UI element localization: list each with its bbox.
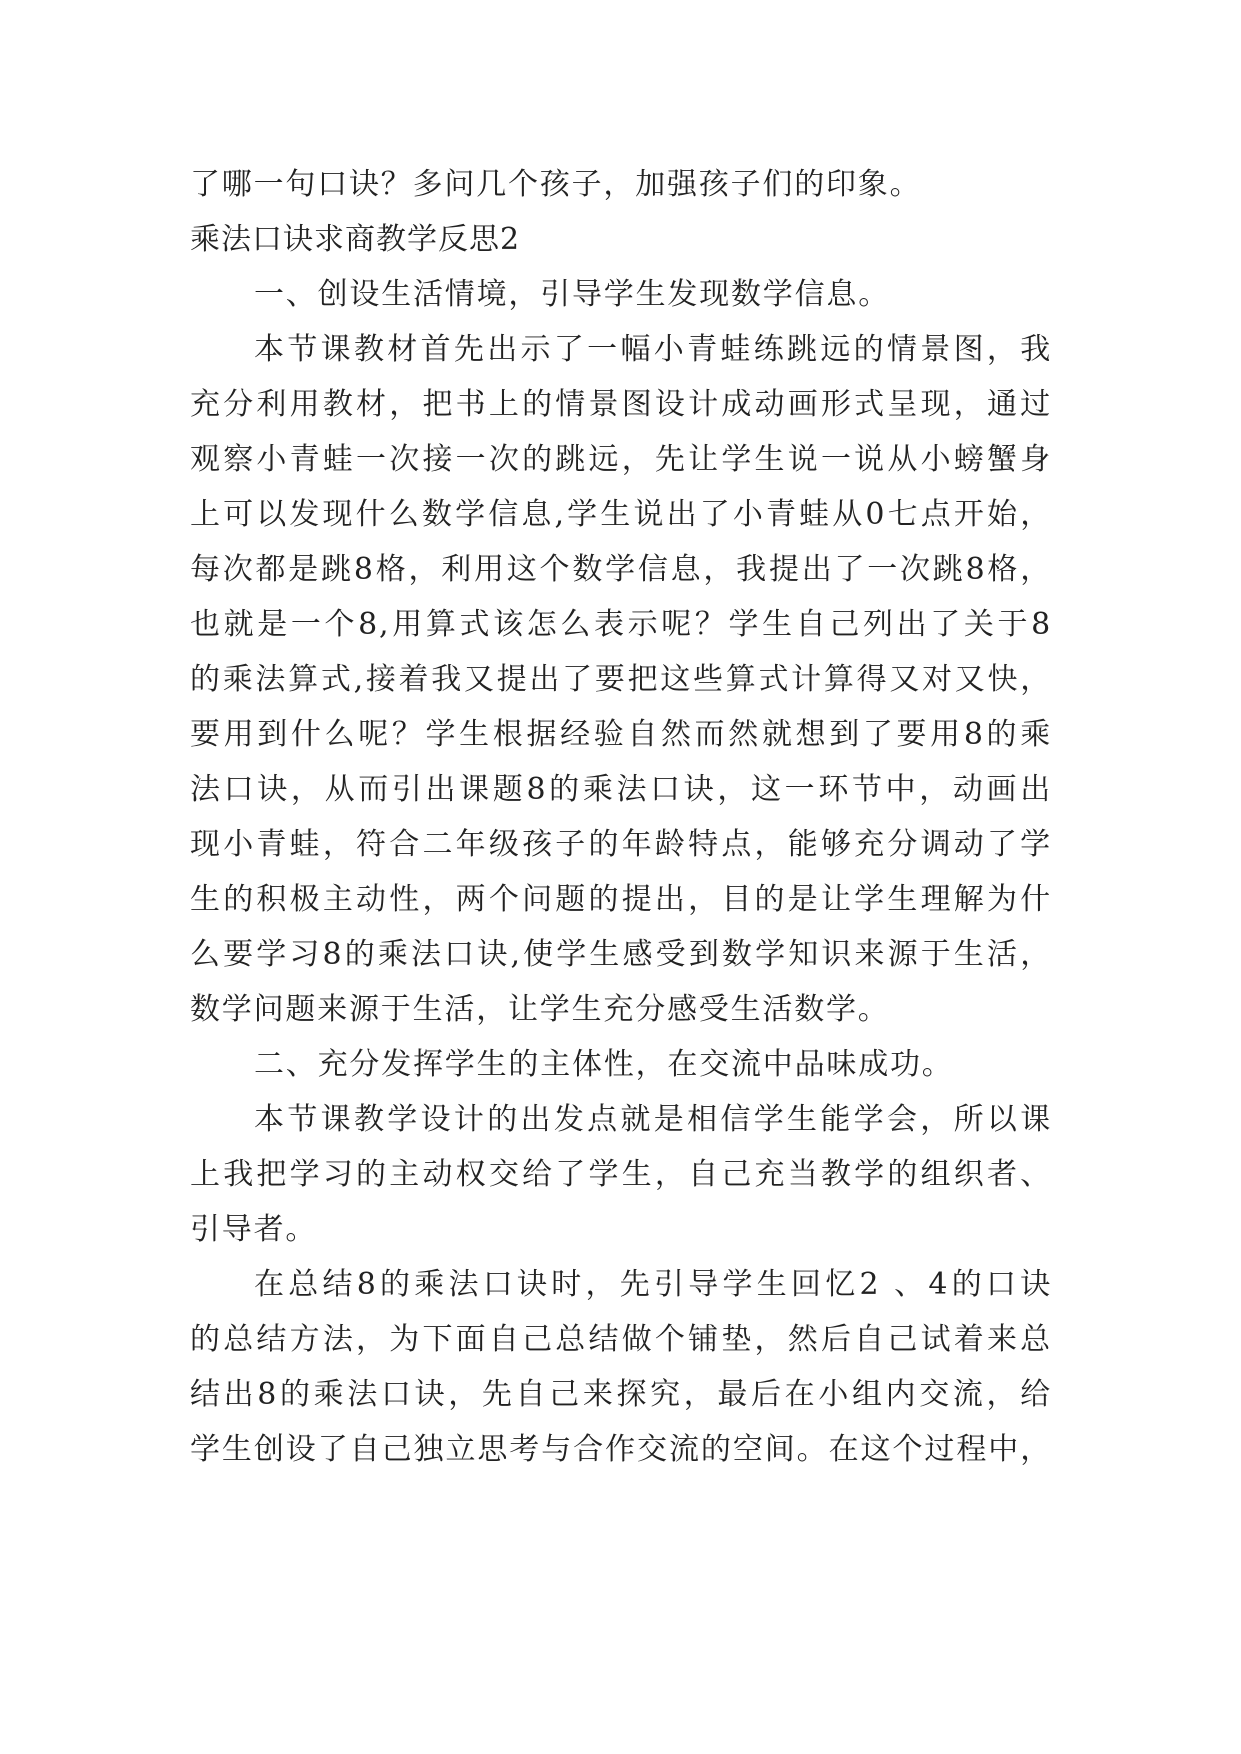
text-line: 本节课教学设计的出发点就是相信学生能学会，所以课 (254, 1102, 1052, 1137)
subheading-line: 一、创设生活情境，引导学生发现数学信息。 (254, 277, 890, 312)
text-line: 上可以发现什么数学信息,学生说出了小青蛙从0七点开始， (190, 497, 1052, 532)
text-line: 学生创设了自己独立思考与合作交流的空间。在这个过程中， (190, 1432, 1052, 1467)
text-line: 的乘法算式,接着我又提出了要把这些算式计算得又对又快， (190, 662, 1052, 697)
text-line: 生的积极主动性，两个问题的提出，目的是让学生理解为什 (190, 882, 1052, 917)
text-line: 在总结8的乘法口诀时，先引导学生回忆2 、4的口诀 (254, 1267, 1052, 1302)
text-line: 引导者。 (190, 1212, 318, 1247)
subheading-line: 二、充分发挥学生的主体性，在交流中品味成功。 (254, 1047, 954, 1082)
section-heading: 乘法口诀求商教学反思2 (190, 222, 521, 257)
text-line: 要用到什么呢？学生根据经验自然而然就想到了要用8的乘 (190, 717, 1052, 752)
text-line: 本节课教材首先出示了一幅小青蛙练跳远的情景图，我 (254, 332, 1052, 367)
text-line: 结出8的乘法口诀，先自己来探究，最后在小组内交流，给 (190, 1377, 1052, 1412)
text-line: 每次都是跳8格，利用这个数学信息，我提出了一次跳8格， (190, 552, 1052, 587)
text-line: 观察小青蛙一次接一次的跳远，先让学生说一说从小螃蟹身 (190, 442, 1052, 477)
text-line: 了哪一句口诀？多问几个孩子，加强孩子们的印象。 (190, 167, 922, 202)
text-line: 的总结方法，为下面自己总结做个铺垫，然后自己试着来总 (190, 1322, 1052, 1357)
text-line: 上我把学习的主动权交给了学生，自己充当教学的组织者、 (190, 1157, 1052, 1192)
text-line: 现小青蛙，符合二年级孩子的年龄特点，能够充分调动了学 (190, 827, 1052, 862)
text-line: 也就是一个8,用算式该怎么表示呢？学生自己列出了关于8 (190, 607, 1052, 642)
document-body (190, 157, 1052, 1477)
text-line: 充分利用教材，把书上的情景图设计成动画形式呈现，通过 (190, 387, 1052, 422)
text-line: 么要学习8的乘法口诀,使学生感受到数学知识来源于生活， (190, 937, 1052, 972)
text-line: 数学问题来源于生活，让学生充分感受生活数学。 (190, 992, 890, 1027)
text-line: 法口诀，从而引出课题8的乘法口诀，这一环节中，动画出 (190, 772, 1052, 807)
